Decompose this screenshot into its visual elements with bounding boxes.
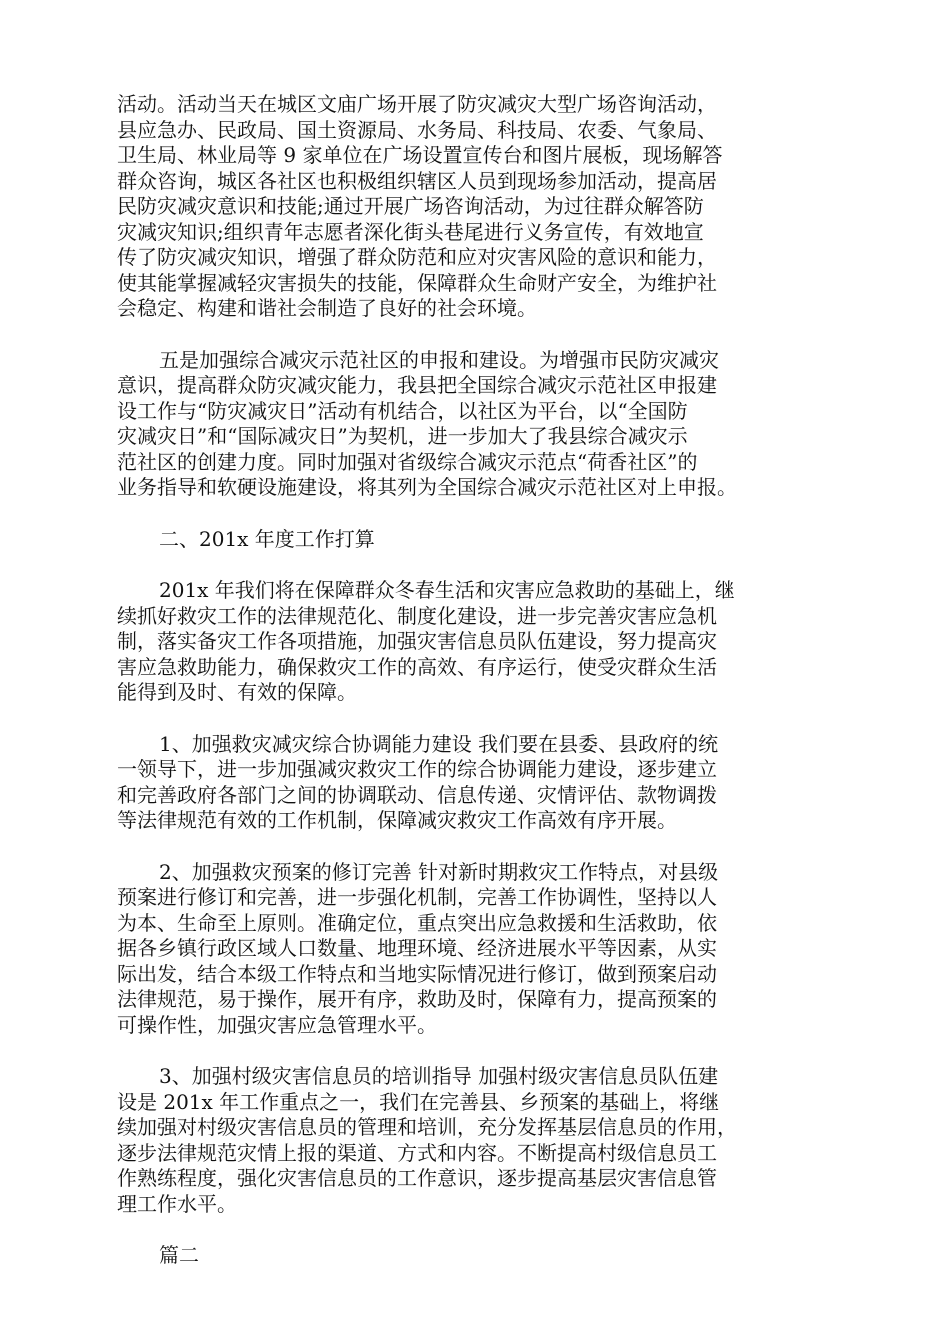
text-line: 县应急办、民政局、国土资源局、水务局、科技局、农委、气象局、 (117, 117, 717, 142)
text-line: 范社区的创建力度。同时加强对省级综合减灾示范点“荷香社区”的 (117, 449, 698, 474)
text-line: 卫生局、林业局等 9 家单位在广场设置宣传台和图片展板，现场解答 (117, 143, 723, 167)
paragraph-item-3 (117, 1064, 837, 1217)
text-line: 害应急救助能力，确保救灾工作的高效、有序运行，使受灾群众生活 (117, 654, 717, 679)
text-line: 制，落实备灾工作各项措施，加强灾害信息员队伍建设，努力提高灾 (117, 629, 717, 653)
paragraph-item-2 (117, 860, 837, 1039)
text-line: 作熟练程度，强化灾害信息员的工作意识，逐步提高基层灾害信息管 (117, 1166, 717, 1190)
text-line: 一领导下，进一步加强减灾救灾工作的综合协调能力建设，逐步建立 (117, 757, 717, 781)
text-line: 灾减灾日”和“国际减灾日”为契机，进一步加大了我县综合减灾示 (117, 424, 688, 448)
paragraph-activity (117, 92, 837, 322)
text-line: 业务指导和软硬设施建设，将其列为全国综合减灾示范社区对上申报。 (117, 475, 737, 499)
text-line: 2、加强救灾预案的修订完善 针对新时期救灾工作特点，对县级 (159, 859, 719, 884)
text-line: 据各乡镇行政区域人口数量、地理环境、经济进展水平等因素，从实 (117, 936, 717, 960)
paragraph-item-1 (117, 732, 837, 834)
text-line: 设工作与“防灾减灾日”活动有机结合，以社区为平台，以“全国防 (117, 398, 688, 423)
text-line: 续抓好救灾工作的法律规范化、制度化建设，进一步完善灾害应急机 (117, 603, 717, 628)
text-line: 3、加强村级灾害信息员的培训指导 加强村级灾害信息员队伍建 (159, 1064, 719, 1088)
text-line: 传了防灾减灾知识，增强了群众防范和应对灾害风险的意识和能力， (117, 245, 717, 269)
text-line: 民防灾减灾意识和技能;通过开展广场咨询活动，为过往群众解答防 (117, 194, 704, 218)
text-line: 法律规范，易于操作，展开有序，救助及时，保障有力，提高预案的 (117, 987, 717, 1011)
paragraph-plan-intro (117, 578, 837, 706)
text-line: 为本、生命至上原则。准确定位，重点突出应急救援和生活救助，依 (117, 910, 717, 935)
text-line: 理工作水平。 (117, 1191, 237, 1216)
part-label: 篇二 (159, 1243, 199, 1267)
text-line: 续加强对村级灾害信息员的管理和培训，充分发挥基层信息员的作用， (117, 1115, 737, 1139)
text-line: 意识，提高群众防灾减灾能力，我县把全国综合减灾示范社区申报建 (117, 373, 717, 397)
document-page (117, 92, 837, 1269)
text-line: 预案进行修订和完善，进一步强化机制，完善工作协调性，坚持以人 (117, 885, 717, 909)
text-line: 和完善政府各部门之间的协调联动、信息传递、灾情评估、款物调拨 (117, 782, 717, 807)
section-heading (117, 527, 837, 553)
paragraph-demo-community (117, 348, 837, 501)
text-line: 逐步法律规范灾情上报的渠道、方式和内容。不断提高村级信息员工 (117, 1140, 717, 1165)
text-line: 设是 201x 年工作重点之一，我们在完善县、乡预案的基础上，将继 (117, 1089, 720, 1114)
section-label-part-two (117, 1243, 837, 1269)
text-line: 能得到及时、有效的保障。 (117, 680, 357, 704)
text-line: 等法律规范有效的工作机制，保障减灾救灾工作高效有序开展。 (117, 808, 677, 832)
text-line: 使其能掌握减轻灾害损失的技能，保障群众生命财产安全，为维护社 (117, 270, 717, 295)
section-title: 二、201x 年度工作打算 (159, 526, 375, 551)
text-line: 五是加强综合减灾示范社区的申报和建设。为增强市民防灾减灾 (159, 347, 719, 372)
text-line: 际出发，结合本级工作特点和当地实际情况进行修订，做到预案启动 (117, 961, 717, 986)
text-line: 1、加强救灾减灾综合协调能力建设 我们要在县委、县政府的统 (159, 731, 719, 756)
text-line: 201x 年我们将在保障群众冬春生活和灾害应急救助的基础上，继 (159, 578, 735, 602)
text-line: 会稳定、构建和谐社会制造了良好的社会环境。 (117, 296, 537, 320)
text-line: 可操作性，加强灾害应急管理水平。 (117, 1012, 437, 1037)
text-line: 群众咨询，城区各社区也积极组织辖区人员到现场参加活动，提高居 (117, 168, 717, 193)
text-line: 活动。活动当天在城区文庙广场开展了防灾减灾大型广场咨询活动， (117, 92, 717, 116)
text-line: 灾减灾知识;组织青年志愿者深化街头巷尾进行义务宣传，有效地宣 (117, 219, 704, 244)
